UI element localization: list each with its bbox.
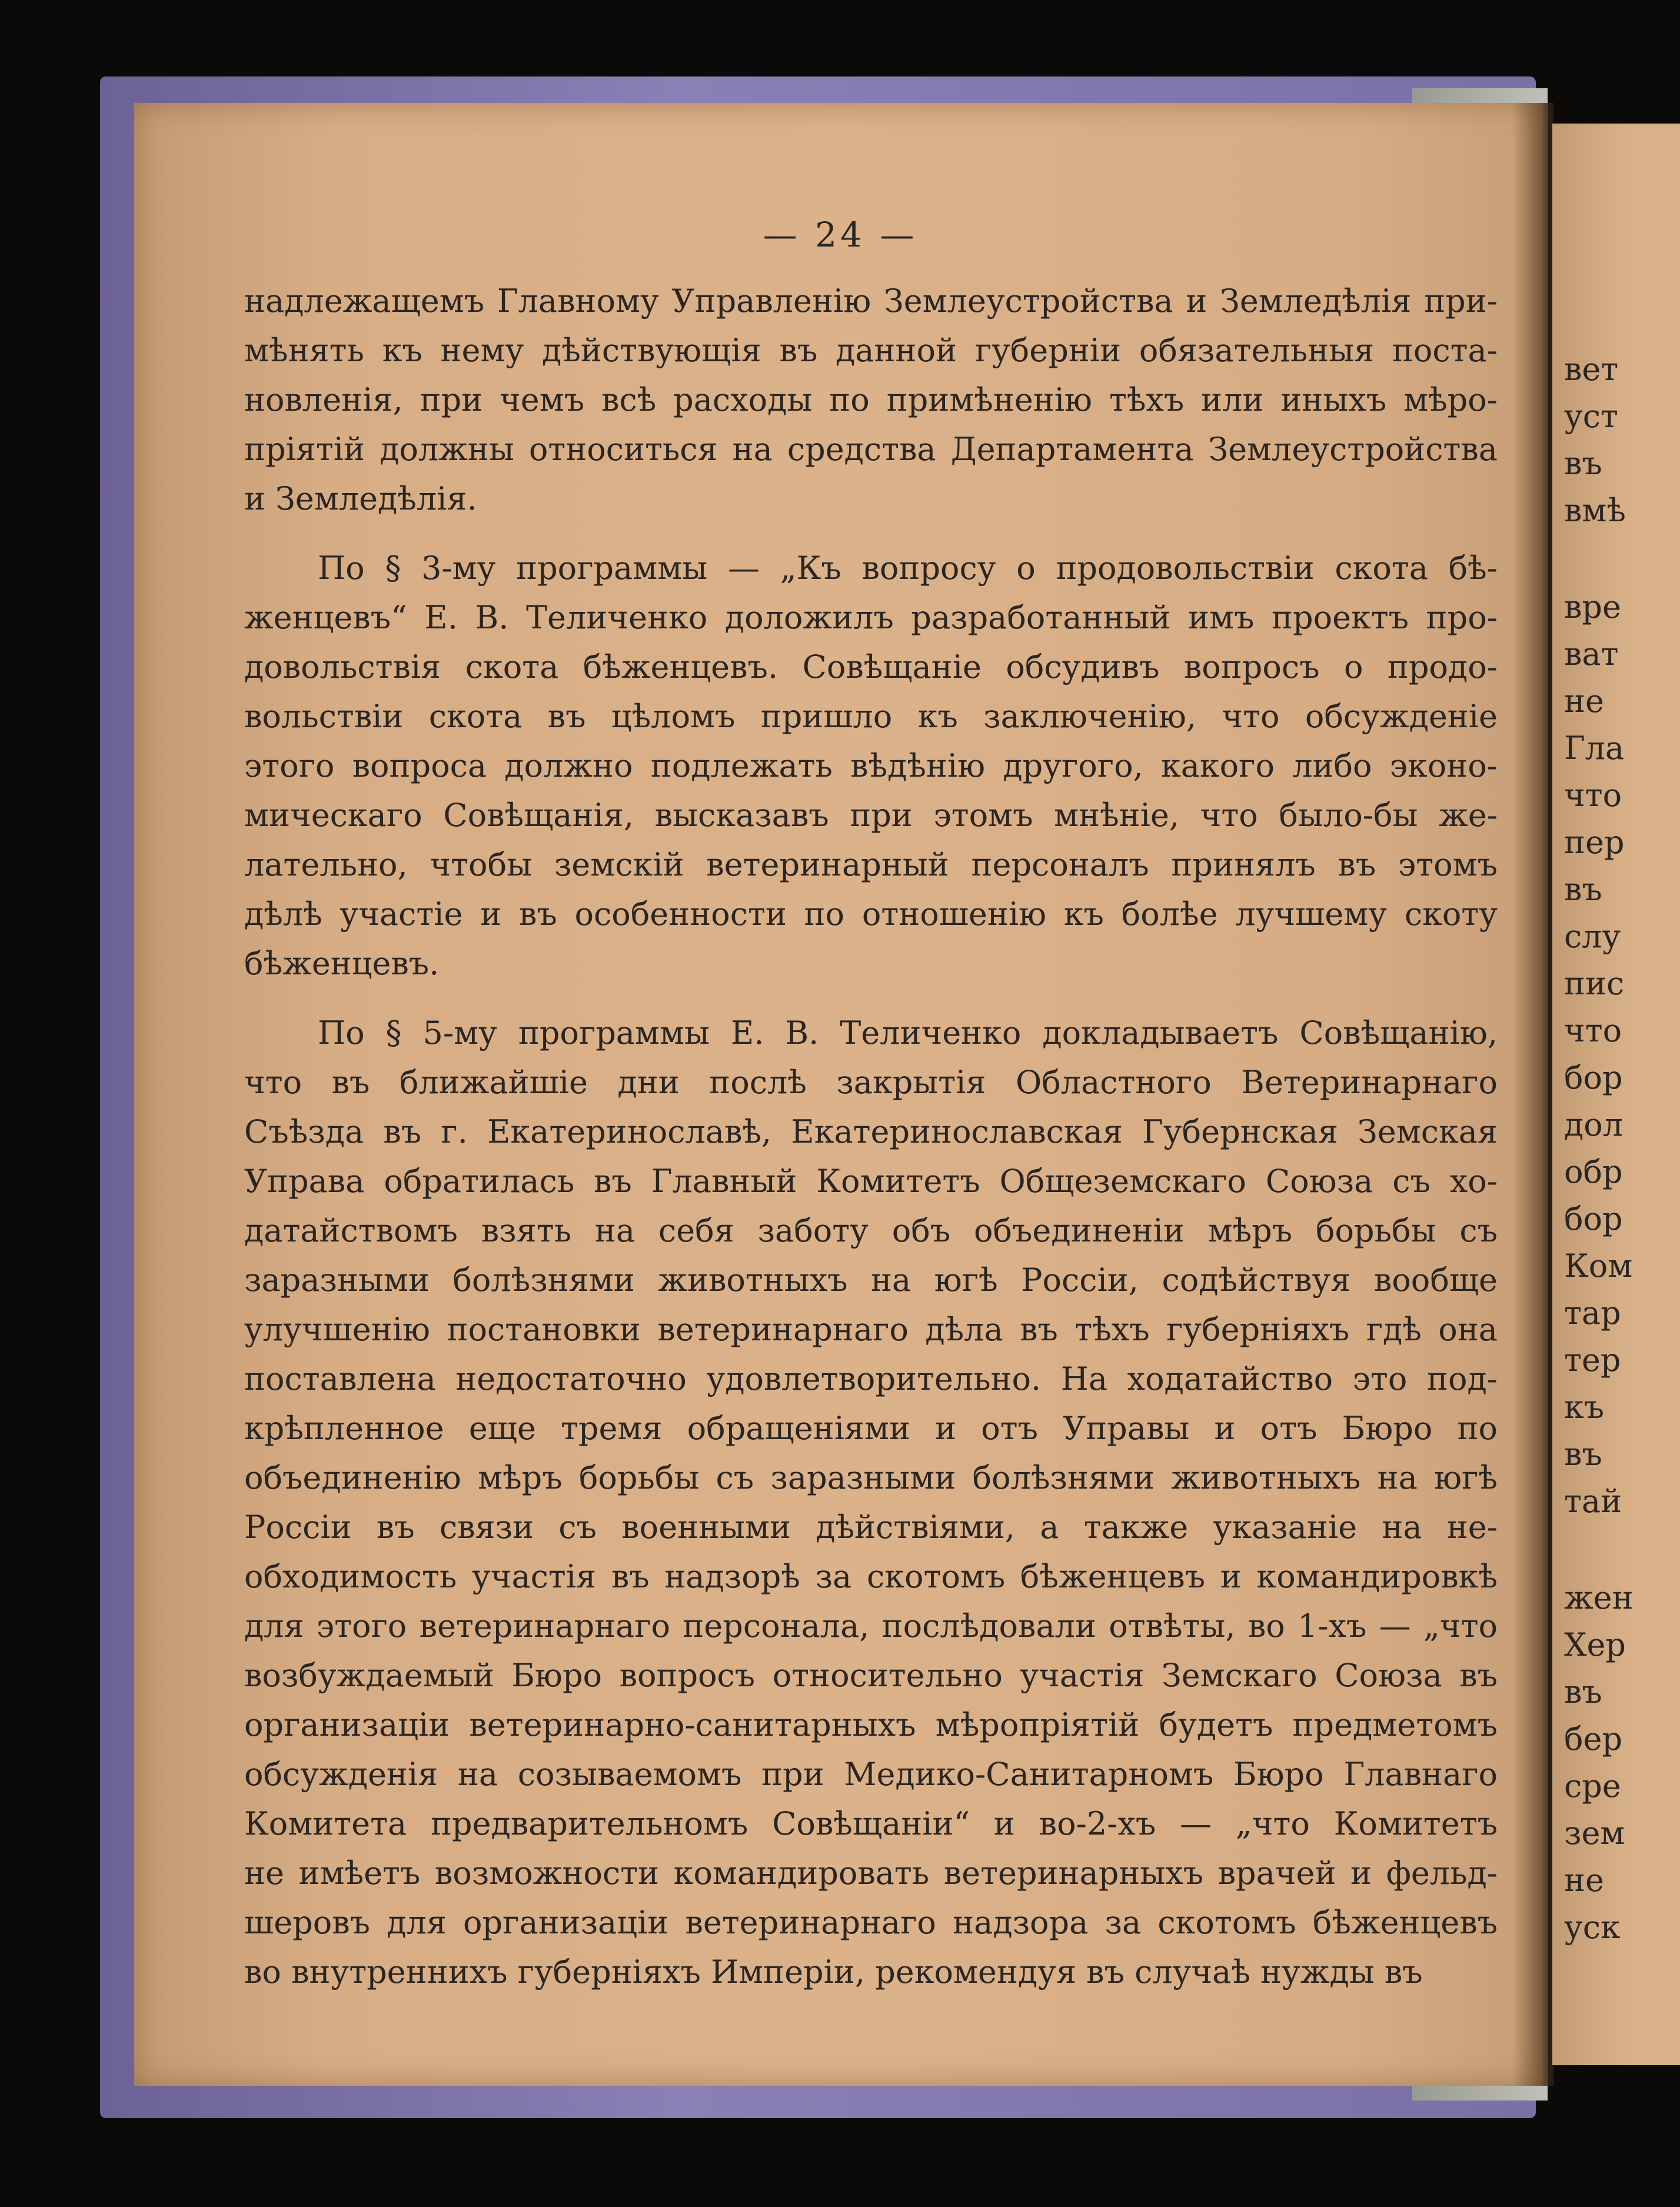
text-line: объединенію мѣръ борьбы съ заразными болѣзнями животныхъ на югѣ <box>244 1459 1498 1496</box>
text-line: во внутреннихъ губерніяхъ Имперіи, рекомендуя въ случаѣ нужды въ <box>244 1953 1423 1990</box>
text-line: и Земледѣлія. <box>244 480 477 517</box>
paragraph-gap <box>1564 534 1634 584</box>
text-fragment: въ <box>1564 1673 1602 1710</box>
text-line: довольствія скота бѣженцевъ. Совѣщаніе обсудивъ вопросъ о продо- <box>244 648 1498 685</box>
text-fragment: тай <box>1564 1483 1622 1520</box>
text-fragment: въ <box>1564 871 1602 908</box>
paragraph <box>244 1008 1498 1997</box>
paragraph <box>244 277 1498 524</box>
text-line: возбуждаемый Бюро вопросъ относительно участія Земскаго Союза въ <box>244 1657 1498 1694</box>
text-line: обсужденія на созываемомъ при Медико-Санитарномъ Бюро Главнаго <box>244 1756 1498 1793</box>
text-line: мѣнять къ нему дѣйствующія въ данной губерніи обязательныя поста- <box>244 332 1498 369</box>
text-fragment: бор <box>1564 1200 1623 1237</box>
text-line: поставлена недостаточно удовлетворительно. На ходатайство это под- <box>244 1360 1498 1397</box>
paragraph <box>244 544 1498 988</box>
text-fragment: тар <box>1564 1294 1621 1331</box>
text-line: бѣженцевъ. <box>244 945 440 982</box>
text-line: дѣлѣ участіе и въ особенности по отношенію къ болѣе лучшему скоту <box>244 896 1498 933</box>
right-page-text-fragments <box>1564 346 1634 1951</box>
text-line: Россіи въ связи съ военными дѣйствіями, а также указаніе на не- <box>244 1509 1498 1546</box>
text-fragment: Гла <box>1564 730 1625 767</box>
text-fragment: обр <box>1564 1153 1623 1190</box>
text-line: женцевъ“ Е. В. Теличенко доложилъ разработанный имъ проектъ про- <box>244 599 1498 636</box>
text-fragment: Хер <box>1564 1626 1626 1663</box>
text-line: вольствіи скота въ цѣломъ пришло къ заключенію, что обсужденіе <box>244 698 1498 735</box>
text-line: не имѣетъ возможности командировать ветеринарныхъ врачей и фельд- <box>244 1855 1498 1892</box>
text-line: Съѣзда въ г. Екатеринославѣ, Екатеринославская Губернская Земская <box>244 1113 1498 1150</box>
text-fragment: пис <box>1564 965 1625 1002</box>
text-fragment: вет <box>1564 351 1619 388</box>
text-line: Управа обратилась въ Главный Комитетъ Общеземскаго Союза съ хо- <box>244 1163 1498 1200</box>
text-line: обходимость участія въ надзорѣ за скотомъ бѣженцевъ и командировкѣ <box>244 1558 1498 1595</box>
right-page-edge <box>1552 124 1680 2065</box>
text-fragment: въ <box>1564 445 1602 482</box>
text-fragment: слу <box>1564 918 1621 955</box>
text-line: пріятій должны относиться на средства Департамента Землеустройства <box>244 431 1498 468</box>
text-fragment: что <box>1564 1012 1622 1049</box>
text-line: новленія, при чемъ всѣ расходы по примѣненію тѣхъ или иныхъ мѣро- <box>244 381 1498 418</box>
book-gutter <box>1512 103 1553 2086</box>
text-line: крѣпленное еще тремя обращеніями и отъ Управы и отъ Бюро по <box>244 1410 1498 1447</box>
text-line: датайствомъ взять на себя заботу объ объединеніи мѣръ борьбы съ <box>244 1212 1498 1249</box>
text-fragment: пер <box>1564 824 1625 861</box>
text-line: лательно, чтобы земскій ветеринарный персоналъ принялъ въ этомъ <box>244 846 1498 883</box>
text-line: организаціи ветеринарно-санитарныхъ мѣропріятій будетъ предметомъ <box>244 1706 1498 1743</box>
text-fragment: тер <box>1564 1341 1621 1379</box>
text-line: этого вопроса должно подлежать вѣдѣнію другого, какого либо эконо- <box>244 747 1498 784</box>
text-fragment: къ <box>1564 1389 1605 1426</box>
text-line: надлежащемъ Главному Управленію Землеустройства и Земледѣлія при- <box>244 282 1498 319</box>
text-line: улучшенію постановки ветеринарнаго дѣла въ тѣхъ губерніяхъ гдѣ она <box>244 1311 1498 1348</box>
text-fragment: Ком <box>1564 1247 1633 1284</box>
page-number: — 24 — <box>763 215 918 255</box>
page-body-text <box>244 277 1498 2017</box>
text-fragment: вре <box>1564 588 1621 625</box>
text-line: По § 5-му программы Е. В. Теличенко докладываетъ Совѣщанію, <box>318 1014 1498 1051</box>
text-line: заразными болѣзнями животныхъ на югѣ Россіи, содѣйствуя вообще <box>244 1261 1498 1299</box>
text-line: Комитета предварительномъ Совѣщаніи“ и во-2-хъ — „что Комитетъ <box>244 1805 1498 1842</box>
text-fragment: сре <box>1564 1767 1621 1805</box>
text-fragment: вмѣ <box>1564 492 1626 529</box>
text-line: По § 3-му программы — „Къ вопросу о продовольствіи скота бѣ- <box>318 550 1498 587</box>
text-fragment: уск <box>1564 1909 1621 1946</box>
text-fragment: что <box>1564 777 1622 814</box>
text-fragment: уст <box>1564 398 1618 435</box>
text-fragment: жен <box>1564 1579 1634 1616</box>
text-line: для этого ветеринарнаго персонала, послѣдовали отвѣты, во 1-хъ — „что <box>244 1607 1498 1645</box>
text-line: что въ ближайшіе дни послѣ закрытія Областного Ветеринарнаго <box>244 1064 1498 1101</box>
paragraph-gap <box>1564 1525 1634 1574</box>
text-fragment: зем <box>1564 1815 1625 1852</box>
text-fragment: бер <box>1564 1720 1623 1757</box>
text-line: мическаго Совѣщанія, высказавъ при этомъ мнѣніе, что было-бы же- <box>244 797 1498 834</box>
text-fragment: въ <box>1564 1436 1602 1473</box>
text-fragment: ват <box>1564 635 1619 673</box>
text-line: шеровъ для организаціи ветеринарнаго надзора за скотомъ бѣженцевъ <box>244 1904 1498 1941</box>
text-fragment: дол <box>1564 1106 1624 1143</box>
text-fragment: бор <box>1564 1059 1623 1096</box>
text-fragment: не <box>1564 683 1604 720</box>
text-fragment: не <box>1564 1862 1604 1899</box>
